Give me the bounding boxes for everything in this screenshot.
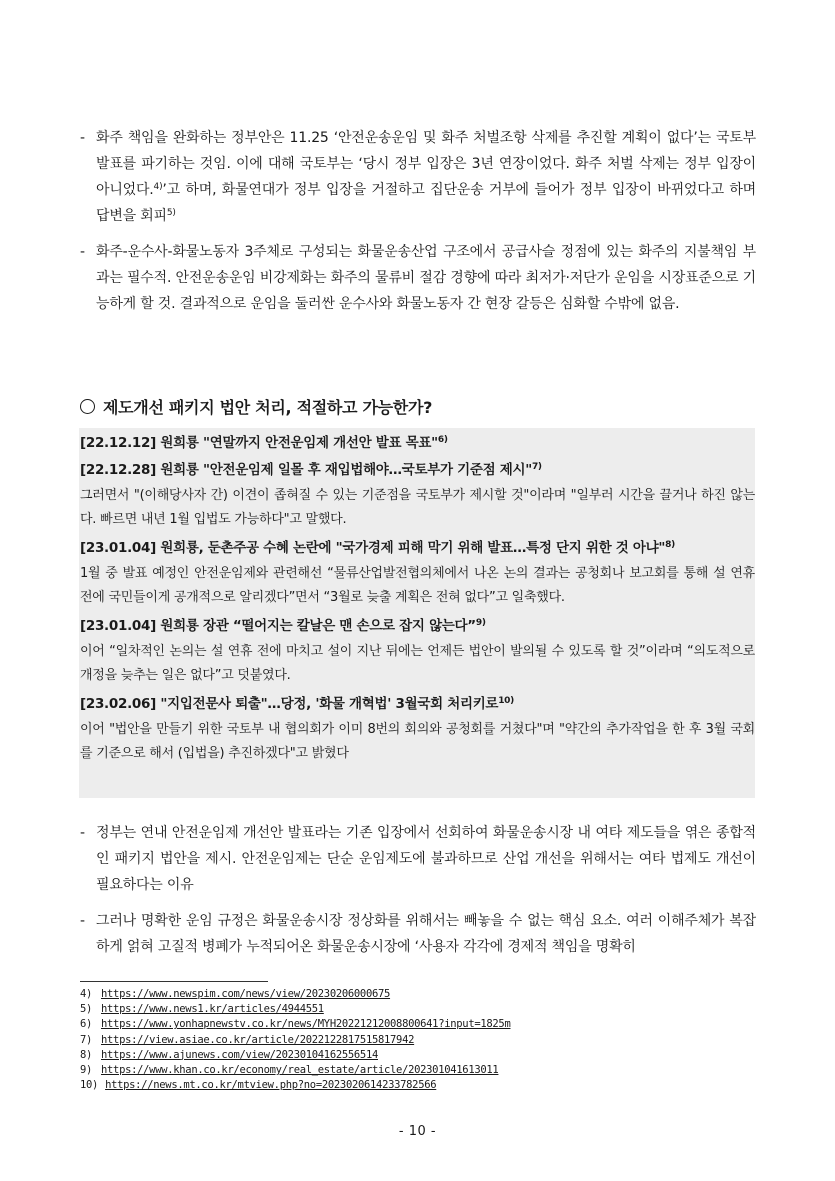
footnote-number: 6) <box>80 1018 93 1031</box>
footnote-link[interactable]: https://www.newspim.com/news/view/20230206000675 <box>101 988 391 1000</box>
news-excerpt: 1월 중 발표 예정인 안전운임제와 관련해선 “물류산업발전협의체에서 나온 논의 결과는 공청회나 보고회를 통해 설 연휴 전에 국민들이게 공개적으로 알리겠다”면서 “3월로 늦출 계획은 전혀 없다”고 일축했다. <box>80 566 755 605</box>
footnote <box>80 1048 756 1063</box>
footnote <box>80 1017 756 1032</box>
news-excerpt: 그러면서 "(이해당사자 간) 이견이 좁혀질 수 있는 기준점을 국토부가 제시할 것"이라며 "일부러 시간을 끌거나 하진 않는다. 빠르면 내년 1월 입법도 가능하다"고 말했다. <box>80 488 755 527</box>
bullet-dash: - <box>80 825 85 841</box>
news-headline-text: [23.01.04] 원희룡, 둔촌주공 수혜 논란에 "국가경제 피해 막기 위해 발표…특정 단지 위한 것 아냐" <box>80 540 666 556</box>
footnote <box>80 1033 756 1048</box>
footnote-link[interactable]: https://news.mt.co.kr/mtview.php?no=2023020614233782566 <box>105 1079 437 1092</box>
bullet-item <box>80 908 756 960</box>
footnote-link[interactable]: https://www.yonhapnewstv.co.kr/news/MYH20221212008800641?input=1825m <box>101 1018 511 1031</box>
page-number: - 10 - <box>398 1124 437 1139</box>
news-headline <box>79 457 755 484</box>
bullet-dash: - <box>80 130 85 146</box>
news-headline-text: [23.02.06] "지입전문사 퇴출"…당정, '화물 개혁법' 3월국회 처리키로 <box>80 696 499 712</box>
footnote-ref[interactable]: 4) <box>153 182 163 192</box>
footnote-link[interactable]: https://www.news1.kr/articles/4944551 <box>101 1003 324 1016</box>
news-quote-box <box>79 428 755 798</box>
footnote-link[interactable]: https://www.ajunews.com/view/20230104162556514 <box>101 1048 378 1061</box>
bullet-list-bottom <box>80 820 756 970</box>
bullet-list-top <box>80 125 756 327</box>
bullet-text: 화주 책임을 완화하는 정부안은 11.25 ‘안전운송운임 및 화주 처벌조항 삭제를 추진할 계획이 없다’는 국토부 발표를 파기하는 것임. 이에 대해 국토부는 ‘당시 정부 입장은 3년 연장이었다. 화주 처벌 삭제는 정부 입장이 아니었다. <box>96 130 756 198</box>
footnote <box>80 1002 756 1017</box>
footnote-number: 10) <box>80 1079 99 1092</box>
footnote-number: 9) <box>80 1064 93 1077</box>
footnote-ref[interactable]: 5) <box>166 208 176 218</box>
footnote <box>80 1078 756 1093</box>
bullet-dash: - <box>80 244 85 260</box>
footnote-ref[interactable]: 9) <box>475 618 486 628</box>
footnote-link[interactable]: https://view.asiae.co.kr/article/2022122817515817942 <box>101 1033 415 1046</box>
footnote-list <box>80 987 756 1093</box>
news-headline-text: [22.12.28] 원희룡 "안전운임제 일몰 후 재입법해야…국토부가 기준점 제시" <box>80 462 532 478</box>
footnote-number: 4) <box>80 988 93 1000</box>
bullet-text: 정부는 연내 안전운임제 개선안 발표라는 기존 입장에서 선회하여 화물운송시장 내 여타 제도들을 엮은 종합적인 패키지 법안을 제시. 안전운임제는 단순 운임제도에 불과하므로 산업 개선을 위해서는 여타 법제도 개선이 필요하다는 이유 <box>96 825 756 893</box>
bullet-item <box>80 125 756 229</box>
footnote-divider <box>80 981 268 982</box>
news-headline <box>79 691 755 718</box>
footnote-number: 5) <box>80 1003 93 1016</box>
footnote-number: 8) <box>80 1048 93 1061</box>
footnote-ref[interactable]: 8) <box>665 540 675 550</box>
bullet-item <box>80 820 756 898</box>
section-title <box>80 396 756 420</box>
footnote-ref[interactable]: 10) <box>498 696 514 706</box>
footnote-ref[interactable]: 7) <box>531 462 542 472</box>
footnote-ref[interactable]: 6) <box>437 435 448 445</box>
bullet-item <box>80 239 756 317</box>
news-headline-text: [23.01.04] 원희룡 장관 “떨어지는 칼날은 맨 손으로 잡지 않는다” <box>80 618 476 634</box>
news-headline <box>79 535 755 562</box>
bullet-text: 화주-운수사-화물노동자 3주체로 구성되는 화물운송산업 구조에서 공급사슬 정점에 있는 화주의 지불책임 부과는 필수적. 안전운송운임 비강제화는 화주의 물류비 절감 경향에 따라 최저가·저단가 운임을 시장표준으로 기능하게 할 것. 결과적으로 운임을 둘러싼 운수사와 화물노동자 간 현장 갈등은 심화할 수밖에 없음. <box>96 244 756 312</box>
footnote <box>80 1063 756 1078</box>
news-excerpt: 이어 "법안을 만들기 위한 국토부 내 협의회가 이미 8번의 회의와 공청회를 거쳤다"며 "약간의 추가작업을 한 후 3월 국회를 기준으로 해서 (입법을) 추진하겠다"고 밝혔다 <box>80 722 755 761</box>
bullet-text: 그러나 명확한 운임 규정은 화물운송시장 정상화를 위해서는 빼놓을 수 없는 핵심 요소. 여러 이해주체가 복잡하게 얽혀 고질적 병폐가 누적되어온 화물운송시장에 ‘사용자 각각에 경제적 책임을 명확히 <box>96 913 756 955</box>
circle-bullet-icon <box>80 399 95 414</box>
news-headline <box>79 613 755 640</box>
news-headline <box>79 430 755 457</box>
section-title-text: 제도개선 패키지 법안 처리, 적절하고 가능한가? <box>103 398 433 417</box>
footnote-link[interactable]: https://www.khan.co.kr/economy/real_estate/article/202301041613011 <box>101 1064 499 1077</box>
news-headline-text: [22.12.12] 원희룡 "연말까지 안전운임제 개선안 발표 목표" <box>80 435 438 451</box>
bullet-dash: - <box>80 913 85 929</box>
bullet-text-cont: ’고 하며, 화물연대가 정부 입장을 거절하고 집단운송 거부에 들어가 정부 입장이 바뀌었다고 하며 답변을 회피 <box>96 182 756 224</box>
footnote <box>80 987 756 1002</box>
footnote-number: 7) <box>80 1033 93 1046</box>
news-excerpt: 이어 “일차적인 논의는 설 연휴 전에 마치고 설이 지난 뒤에는 언제든 법안이 발의될 수 있도록 할 것”이라며 “의도적으로 개정을 늦추는 일은 없다”고 덧붙였다. <box>80 644 755 683</box>
